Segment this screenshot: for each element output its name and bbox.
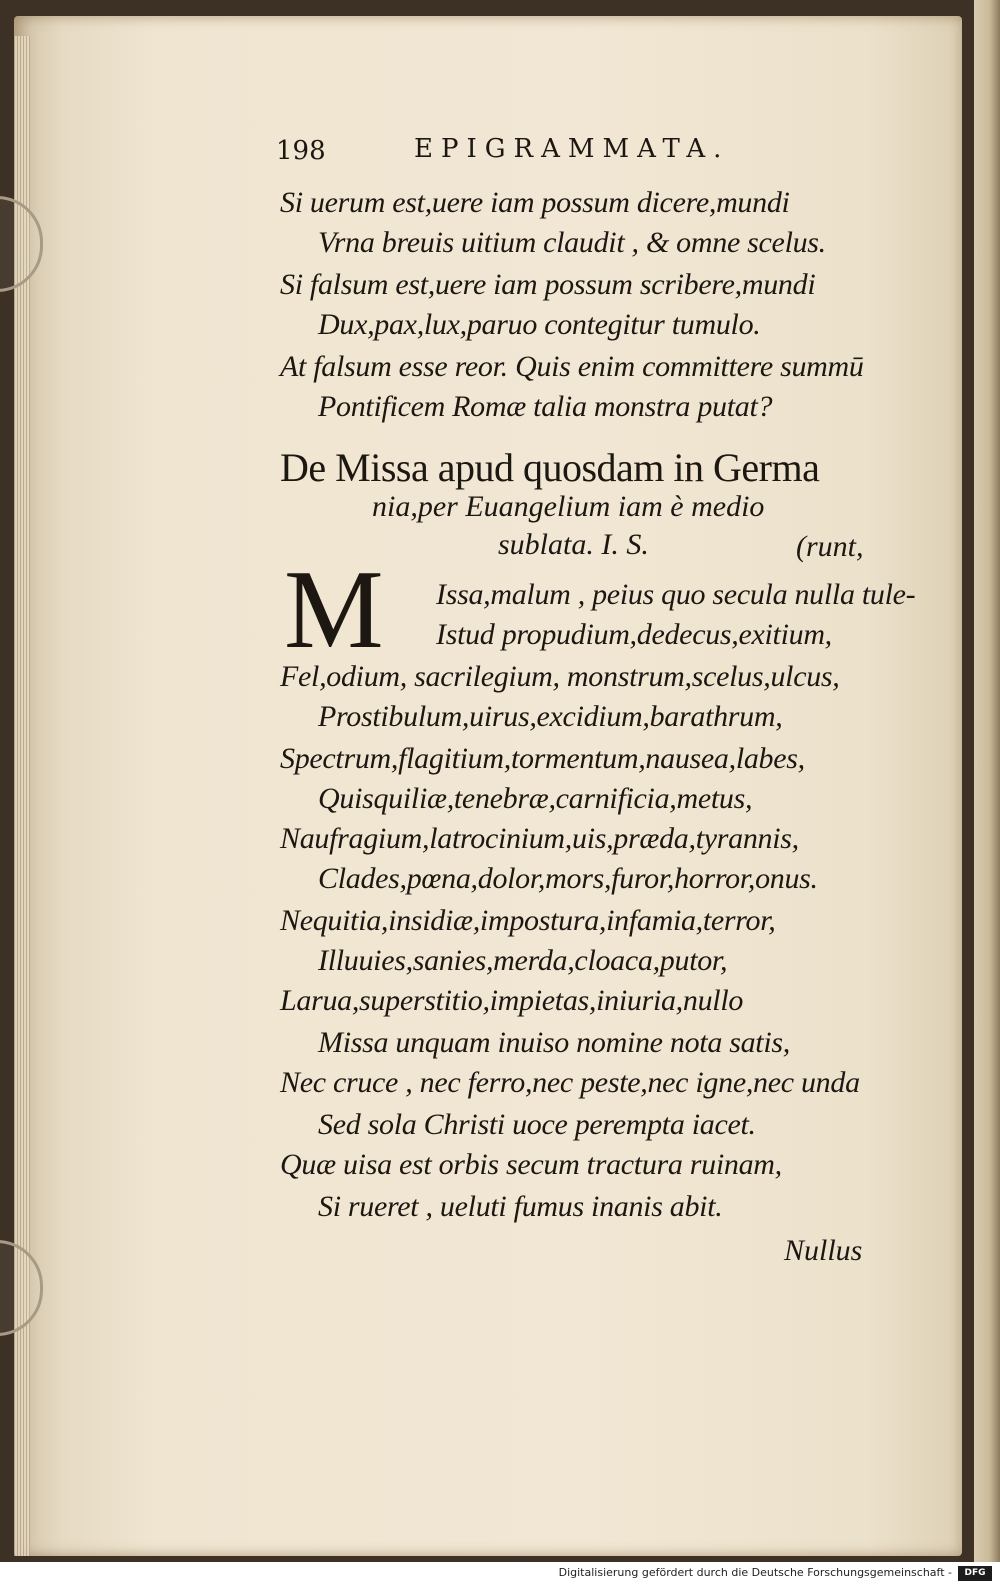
poem-title: nia,per Euangelium iam è medio: [372, 490, 765, 523]
verse-line: At falsum esse reor. Quis enim committere summū: [280, 350, 864, 383]
verse-line: Dux,pax,lux,paruo contegitur tumulo.: [318, 308, 761, 341]
verse-line: Si falsum est,uere iam possum scribere,mundi: [280, 268, 816, 301]
verse-line: Si uerum est,uere iam possum dicere,mundi: [280, 186, 790, 219]
catchword: Nullus: [784, 1234, 863, 1267]
verse-line: Illuuies,sanies,merda,cloaca,putor,: [318, 944, 728, 977]
poem-title: De Missa apud quosdam in Germa: [280, 445, 820, 490]
footer-credit: Digitalisierung gefördert durch die Deutsche Forschungsgemeinschaft -: [558, 1566, 952, 1579]
verse-line: Pontificem Romæ talia monstra putat?: [318, 390, 773, 423]
verse-line: Si rueret , ueluti fumus inanis abit.: [318, 1190, 723, 1223]
verse-line: Quisquiliæ,tenebræ,carnificia,metus,: [318, 782, 753, 815]
verse-line: Larua,superstitio,impietas,iniuria,nullo: [280, 984, 744, 1017]
poem-title: sublata. I. S.: [498, 528, 649, 561]
verse-line: Quæ uisa est orbis secum tractura ruinam,: [280, 1148, 782, 1181]
verse-line: Issa,malum , peius quo secula nulla tule-: [436, 578, 916, 611]
verse-line: Spectrum,flagitium,tormentum,nausea,labes,: [280, 742, 805, 775]
verse-line: Clades,pœna,dolor,mors,furor,horror,onus.: [318, 862, 818, 895]
page-number: 198: [276, 136, 326, 166]
verse-line: Fel,odium, sacrilegium, monstrum,scelus,ulcus,: [280, 660, 840, 693]
dfg-logo-icon: DFG: [958, 1566, 992, 1581]
page-header: [276, 136, 876, 176]
verse-line: Vrna breuis uitium claudit , & omne scelus.: [318, 226, 826, 259]
verse-line: Sed sola Christi uoce perempta iacet.: [318, 1108, 756, 1141]
verse-line: Istud propudium,dedecus,exitium,: [436, 618, 832, 651]
verse-line: Naufragium,latrocinium,uis,præda,tyrannis,: [280, 822, 799, 855]
runover-text: (runt,: [796, 530, 864, 563]
drop-capital: M: [284, 548, 384, 672]
running-title: EPIGRAMMATA.: [414, 134, 730, 164]
digitization-footer: [0, 1562, 1000, 1586]
verse-line: Prostibulum,uirus,excidium,barathrum,: [318, 700, 783, 733]
verse-line: Missa unquam inuiso nomine nota satis,: [318, 1026, 790, 1059]
verse-line: Nequitia,insidiæ,impostura,infamia,terror,: [280, 904, 776, 937]
verse-line: Nec cruce , nec ferro,nec peste,nec igne,nec unda: [280, 1066, 860, 1099]
